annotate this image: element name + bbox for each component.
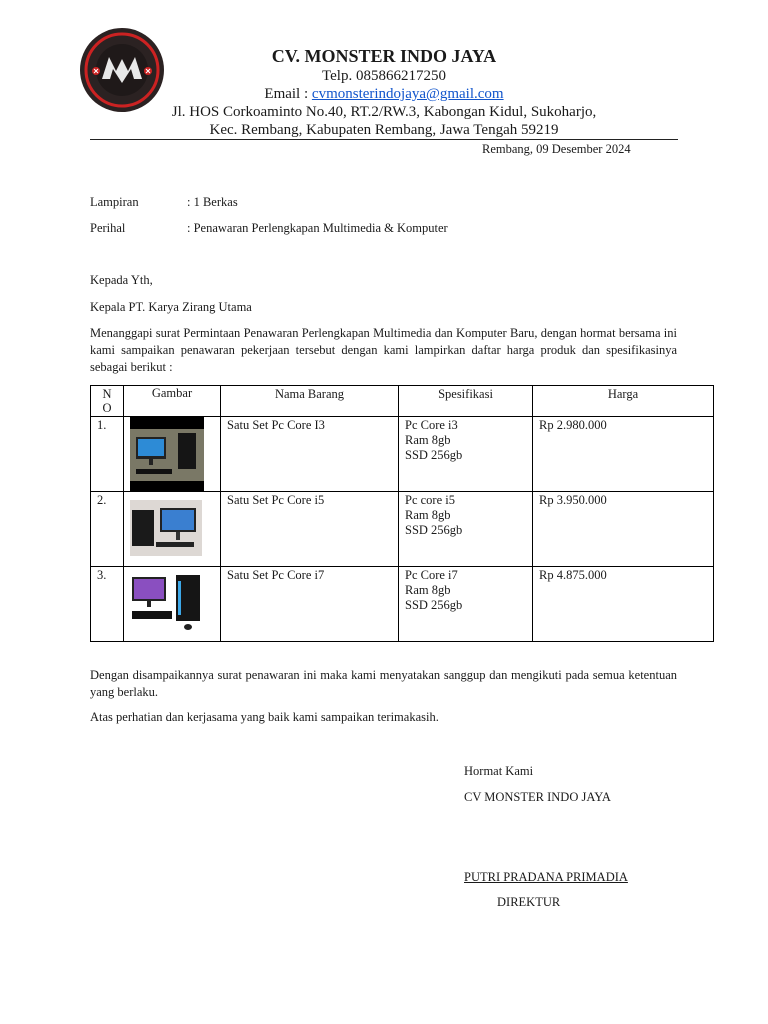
pc-i3-image xyxy=(130,417,204,491)
signatory-title: DIREKTUR xyxy=(497,895,561,909)
email-label: Email : xyxy=(264,86,312,102)
product-image-cell xyxy=(124,492,221,567)
spec-cpu: Pc Core i3 xyxy=(405,418,458,432)
signature-regards: Hormat Kami xyxy=(464,764,534,778)
spec-ssd: SSD 256gb xyxy=(405,448,463,462)
row-name: Satu Set Pc Core I3 xyxy=(221,417,399,492)
row-price: Rp 4.875.000 xyxy=(533,567,714,642)
table-row xyxy=(91,492,714,567)
company-email-line xyxy=(0,86,768,103)
recipient-greeting: Kepada Yth, xyxy=(90,273,153,287)
spec-ram: Ram 8gb xyxy=(405,583,451,597)
row-name: Satu Set Pc Core i5 xyxy=(221,492,399,567)
intro-paragraph: Menanggapi surat Permintaan Penawaran Perlengkapan Multimedia dan Komputer Baru, dengan hormat bersama ini kami sampaikan penawaran pekerjaan tersebut dengan kami lampirkan daftar harga produk dan spesifikasinya sebagai berikut : xyxy=(90,326,677,374)
spec-cpu: Pc Core i7 xyxy=(405,568,458,582)
row-price: Rp 3.950.000 xyxy=(533,492,714,567)
signature-company: CV MONSTER INDO JAYA xyxy=(464,790,611,804)
price-table xyxy=(90,385,714,642)
header-image: Gambar xyxy=(124,386,221,417)
row-no: 3. xyxy=(91,567,124,642)
letter-date: Rembang, 09 Desember 2024 xyxy=(482,142,631,156)
row-price: Rp 2.980.000 xyxy=(533,417,714,492)
company-name: CV. MONSTER INDO JAYA xyxy=(271,46,497,66)
row-spec xyxy=(399,567,533,642)
spec-ssd: SSD 256gb xyxy=(405,598,463,612)
table-row xyxy=(91,567,714,642)
spec-cpu: Pc core i5 xyxy=(405,493,455,507)
product-image-cell xyxy=(124,417,221,492)
spec-ssd: SSD 256gb xyxy=(405,523,463,537)
row-spec xyxy=(399,492,533,567)
lampiran-label: Lampiran xyxy=(90,195,139,209)
header-spec: Spesifikasi xyxy=(399,386,533,417)
row-name: Satu Set Pc Core i7 xyxy=(221,567,399,642)
company-address-1: Jl. HOS Corkoaminto No.40, RT.2/RW.3, Kabongan Kidul, Sukoharjo, xyxy=(171,104,597,120)
lampiran-value: : 1 Berkas xyxy=(187,195,238,209)
closing-paragraph-2: Atas perhatian dan kerjasama yang baik kami sampaikan terimakasih. xyxy=(90,710,439,724)
email-link[interactable]: cvmonsterindojaya@gmail.com xyxy=(311,86,504,102)
pc-i5-image xyxy=(130,492,204,566)
product-image-cell xyxy=(124,567,221,642)
closing-paragraph-1: Dengan disampaikannya surat penawaran ini maka kami menyatakan sanggup dan mengikuti pada semua ketentuan yang berlaku. xyxy=(90,668,677,699)
row-no: 1. xyxy=(91,417,124,492)
row-no: 2. xyxy=(91,492,124,567)
spec-ram: Ram 8gb xyxy=(405,433,451,447)
row-spec xyxy=(399,417,533,492)
header-name: Nama Barang xyxy=(221,386,399,417)
header-price: Harga xyxy=(533,386,714,417)
spec-ram: Ram 8gb xyxy=(405,508,451,522)
table-row xyxy=(91,417,714,492)
signatory-name: PUTRI PRADANA PRIMADIA xyxy=(464,870,628,884)
company-phone: Telp. 085866217250 xyxy=(322,68,446,84)
header-divider xyxy=(90,139,678,140)
pc-i7-image xyxy=(130,567,204,641)
perihal-label: Perihal xyxy=(90,221,126,235)
perihal-value: : Penawaran Perlengkapan Multimedia & Komputer xyxy=(187,221,448,235)
table-header-row xyxy=(91,386,714,417)
company-address-2: Kec. Rembang, Kabupaten Rembang, Jawa Tengah 59219 xyxy=(209,122,559,138)
header-no: N O xyxy=(91,386,124,417)
recipient-name: Kepala PT. Karya Zirang Utama xyxy=(90,300,252,314)
